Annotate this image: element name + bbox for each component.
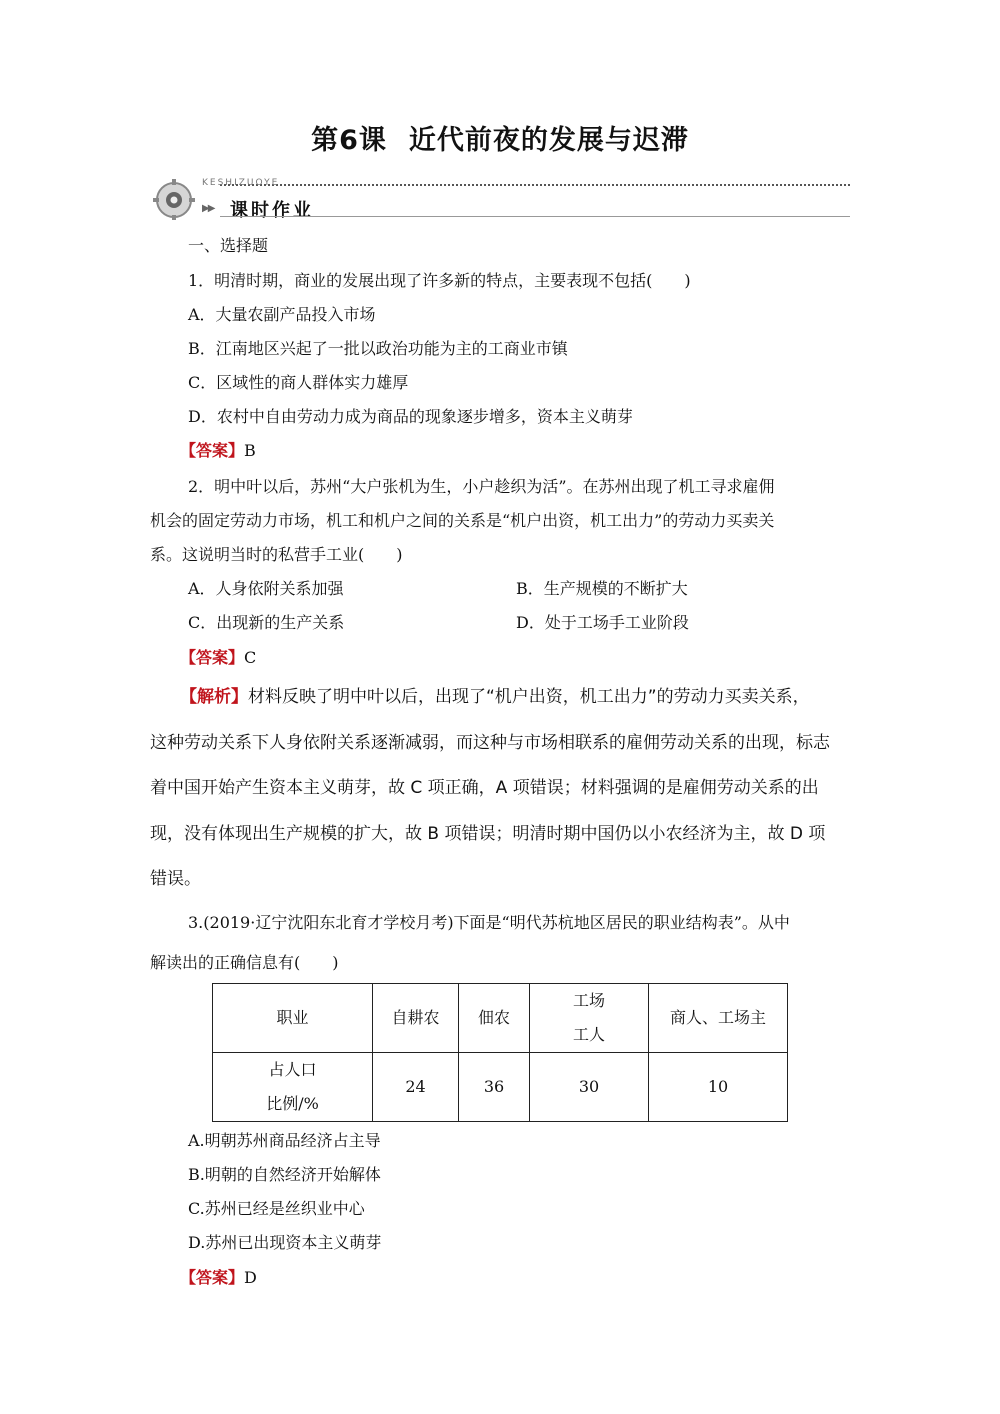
q1-stem: 1．明清时期，商业的发展出现了许多新的特点，主要表现不包括( ) [188, 271, 691, 290]
q3-stem-line-2: 解读出的正确信息有( ) [150, 953, 339, 972]
lesson-number: 第6课 [311, 125, 387, 156]
table-cell: 24 [373, 1053, 459, 1122]
q2-option-b: B．生产规模的不断扩大 [516, 579, 688, 598]
q1-answer [180, 438, 256, 461]
table-header-row [213, 984, 788, 1053]
q2-analysis-line-2: 这种劳动关系下人身依附关系逐渐减弱，而这种与市场相联系的雇佣劳动关系的出现，标志 [150, 733, 830, 753]
q2-answer [180, 645, 256, 668]
q2-stem-line-3: 系。这说明当时的私营手工业( ) [150, 545, 403, 564]
q2-stem-line-1: 2．明中叶以后，苏州“大户张机为生，小户趁织为活”。在苏州出现了机工寻求雇佣 [188, 477, 775, 496]
answer-value: D [244, 1268, 257, 1287]
answer-tag: 【答案】 [180, 648, 245, 667]
table-cell: 30 [530, 1053, 649, 1122]
q3-stem-line-1: 3.(2019·辽宁沈阳东北育才学校月考)下面是“明代苏杭地区居民的职业结构表”。从中 [188, 913, 790, 932]
gear-icon [150, 176, 202, 220]
q2-option-d: D．处于工场手工业阶段 [516, 613, 689, 632]
table-header-cell: 自耕农 [373, 984, 459, 1053]
q2-option-c: C．出现新的生产关系 [188, 613, 345, 632]
section-banner [150, 176, 850, 224]
banner-arrows: ▶▶ [202, 203, 214, 214]
table-header-cell: 工场 工人 [530, 984, 649, 1053]
table-header-cell: 佃农 [459, 984, 530, 1053]
q2-analysis-line-1: 【解析】材料反映了明中叶以后，出现了“机户出资，机工出力”的劳动力买卖关系， [180, 687, 810, 707]
q3-option-d: D.苏州已出现资本主义萌芽 [188, 1233, 382, 1252]
section-heading: 一、选择题 [188, 236, 269, 255]
page-title [0, 118, 1000, 157]
q3-option-c: C.苏州已经是丝织业中心 [188, 1199, 365, 1218]
banner-label: 课时作业 [230, 200, 314, 221]
q2-option-a: A．人身依附关系加强 [188, 579, 344, 598]
answer-tag: 【答案】 [180, 1268, 245, 1287]
q2-stem-line-2: 机会的固定劳动力市场，机工和机户之间的关系是“机户出资，机工出力”的劳动力买卖关 [150, 511, 775, 530]
table-cell: 36 [459, 1053, 530, 1122]
table-row [213, 1053, 788, 1122]
q1-option-d: D．农村中自由劳动力成为商品的现象逐步增多，资本主义萌芽 [188, 407, 633, 426]
table-cell: 10 [649, 1053, 788, 1122]
lesson-name: 近代前夜的发展与迟滞 [408, 125, 689, 156]
q1-option-b: B．江南地区兴起了一批以政治功能为主的工商业市镇 [188, 339, 568, 358]
occupation-table [212, 983, 788, 1122]
q2-analysis-line-4: 现，没有体现出生产规模的扩大，故 B 项错误；明清时期中国仍以小农经济为主，故 D 项 [150, 824, 826, 844]
answer-value: C [244, 648, 257, 667]
q1-option-c: C．区域性的商人群体实力雄厚 [188, 373, 409, 392]
table-header-cell: 商人、工场主 [649, 984, 788, 1053]
banner-rule [220, 216, 850, 217]
q3-answer [180, 1265, 257, 1288]
banner-subtitle: KESHIZUOYE [202, 178, 280, 188]
q3-option-b: B.明朝的自然经济开始解体 [188, 1165, 381, 1184]
q1-option-a: A．大量农副产品投入市场 [188, 305, 376, 324]
banner-dotted-rule [220, 184, 850, 186]
table-header-cell: 职业 [213, 984, 373, 1053]
analysis-tag: 【解析】 [180, 687, 248, 707]
answer-tag: 【答案】 [180, 441, 245, 460]
answer-value: B [244, 441, 256, 460]
table-row-label: 占人口 比例/% [213, 1053, 373, 1122]
q3-option-a: A.明朝苏州商品经济占主导 [188, 1131, 381, 1150]
q2-analysis-line-3: 着中国开始产生资本主义萌芽，故 C 项正确，A 项错误；材料强调的是雇佣劳动关系的出 [150, 778, 819, 798]
q2-analysis-line-5: 错误。 [150, 869, 201, 889]
